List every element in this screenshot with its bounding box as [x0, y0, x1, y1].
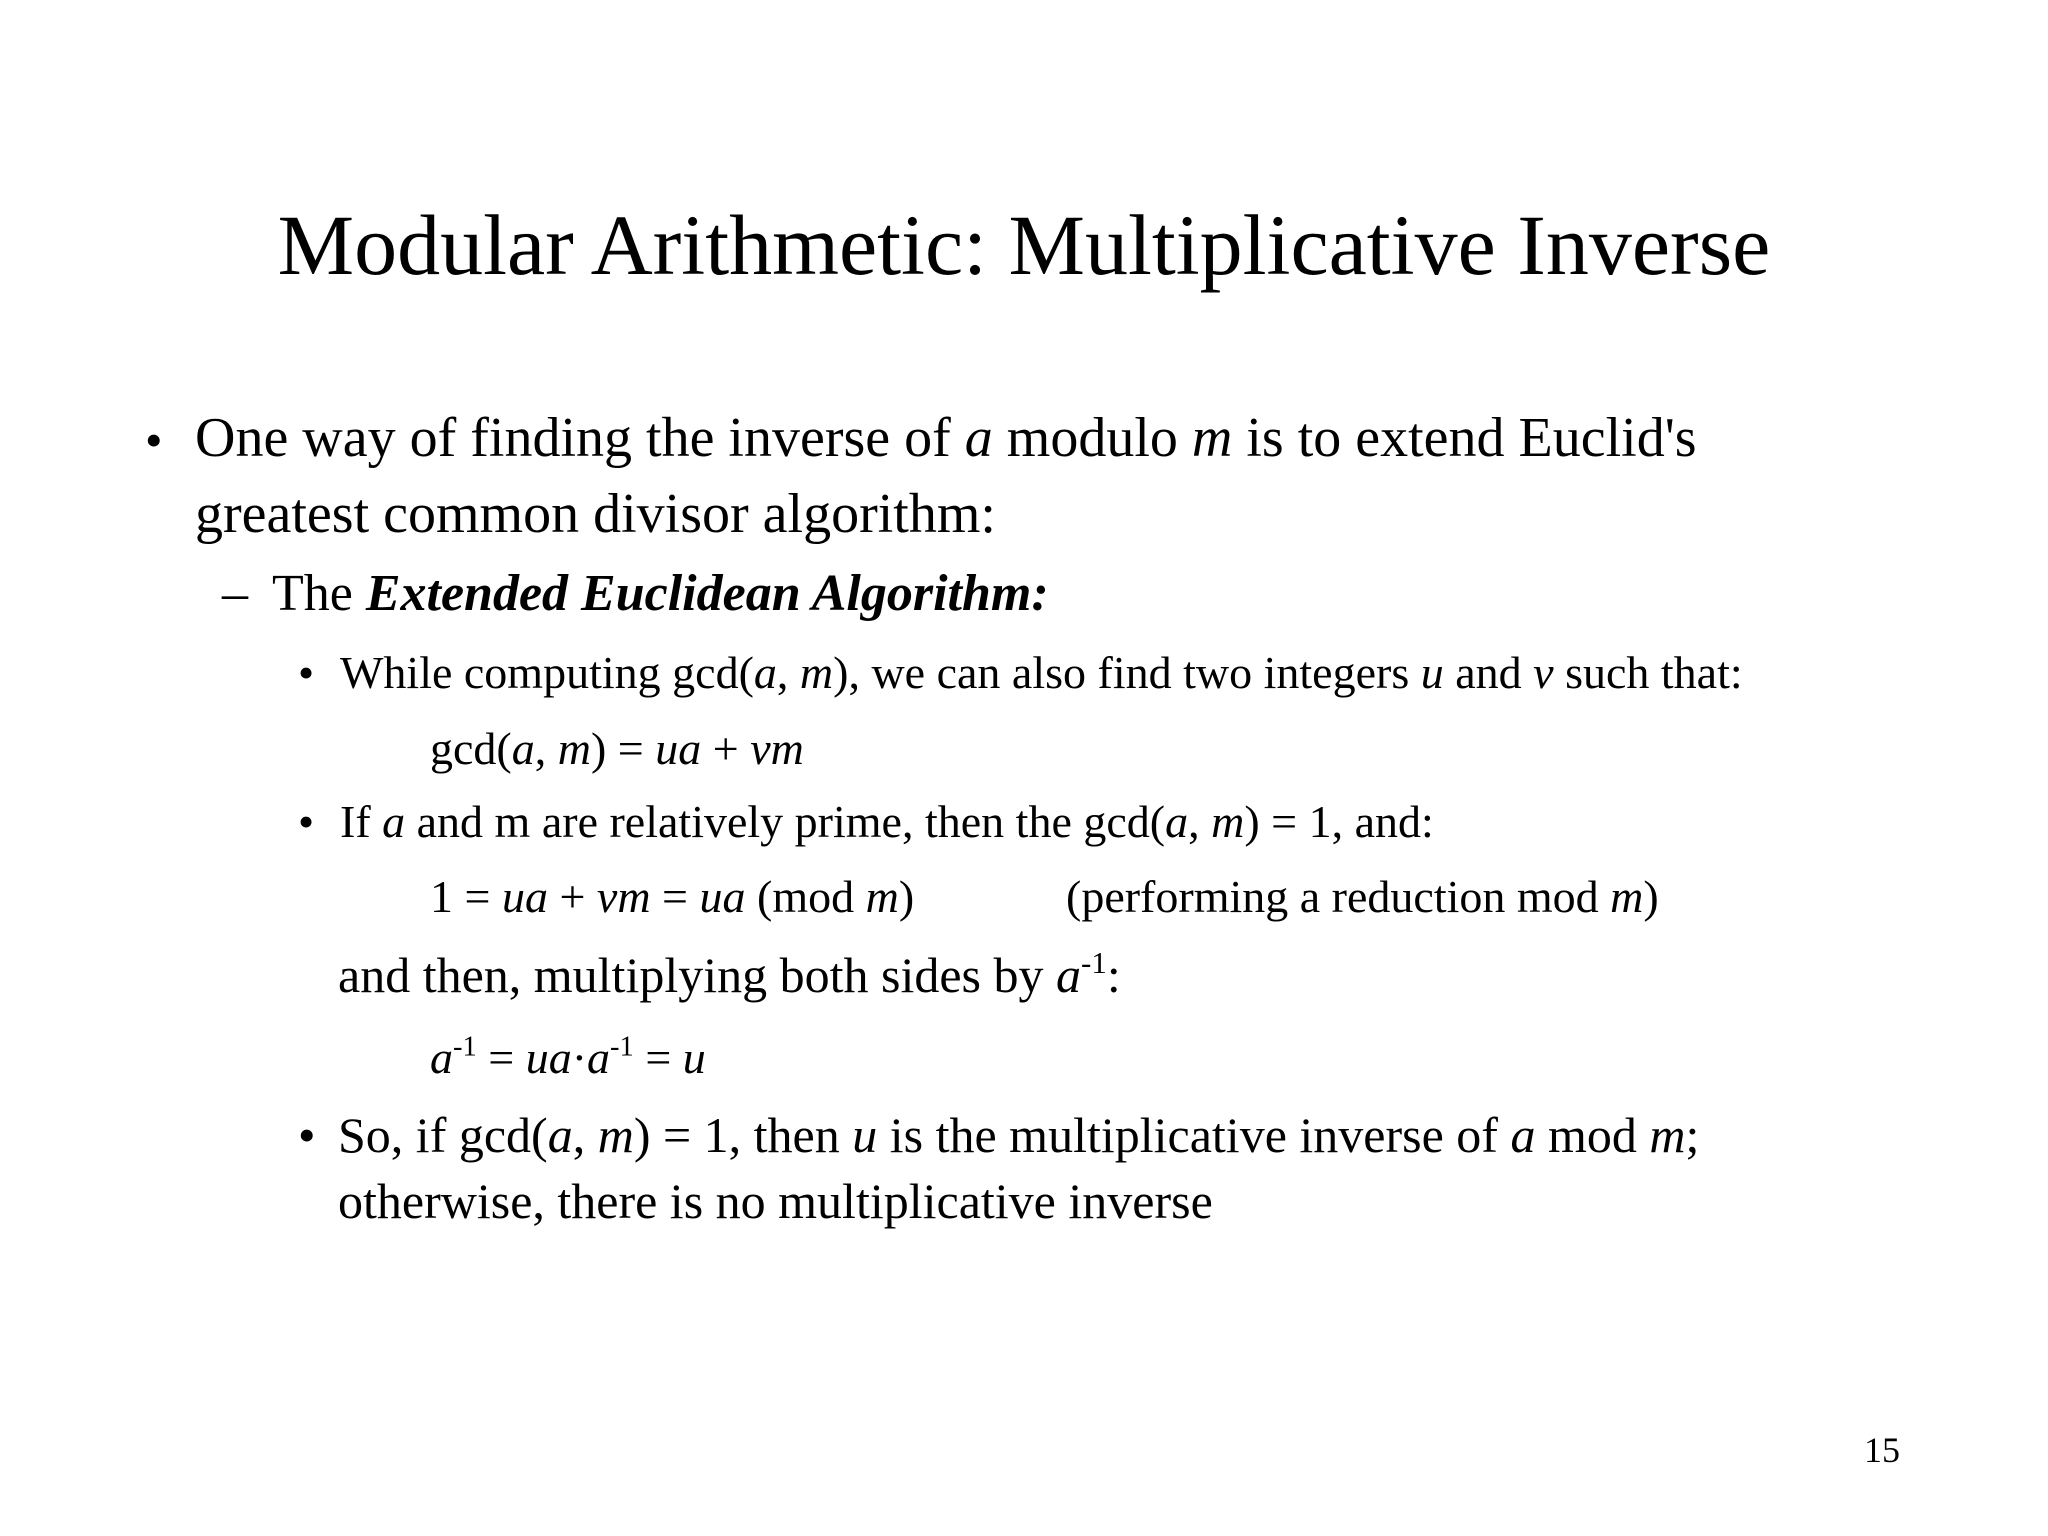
dash-marker: –: [222, 565, 248, 622]
bullet-1-line-2: greatest common divisor algorithm:: [195, 483, 996, 545]
sub-bullet-extended-euclidean: The Extended Euclidean Algorithm:: [272, 565, 1049, 622]
slide-title: Modular Arithmetic: Multiplicative Inverse: [277, 197, 1771, 293]
item-2-text: If a and m are relatively prime, then the gcd(a, m) = 1, and:: [340, 796, 1434, 847]
item-1-equation: gcd(a, m) = ua + vm: [430, 723, 804, 774]
item-2-equation: 1 = ua + vm = ua (mod m): [430, 871, 915, 922]
page-number: 15: [1864, 1430, 1900, 1470]
item-2-note: (performing a reduction mod m): [1066, 871, 1659, 922]
bullet-1-line-1: One way of finding the inverse of a modulo m is to extend Euclid's: [195, 407, 1697, 469]
bullet-marker: •: [298, 647, 315, 698]
item-1-text: While computing gcd(a, m), we can also find two integers u and v such that:: [340, 647, 1743, 698]
item-2-inverse-equation: $a^{-1} = ua\cdot a^{-1} = u$: [430, 1031, 706, 1083]
item-3-line-1: So, if gcd(a, m) = 1, then u is the multiplicative inverse of a mod m;: [338, 1107, 1700, 1163]
item-2-then-text: and then, multiplying both sides by $a^{-1}$:: [338, 944, 1121, 1003]
bullet-marker: •: [298, 796, 315, 847]
bullet-marker: •: [145, 412, 163, 468]
bullet-marker: •: [298, 1107, 316, 1163]
item-3-line-2: otherwise, there is no multiplicative inverse: [338, 1173, 1213, 1229]
